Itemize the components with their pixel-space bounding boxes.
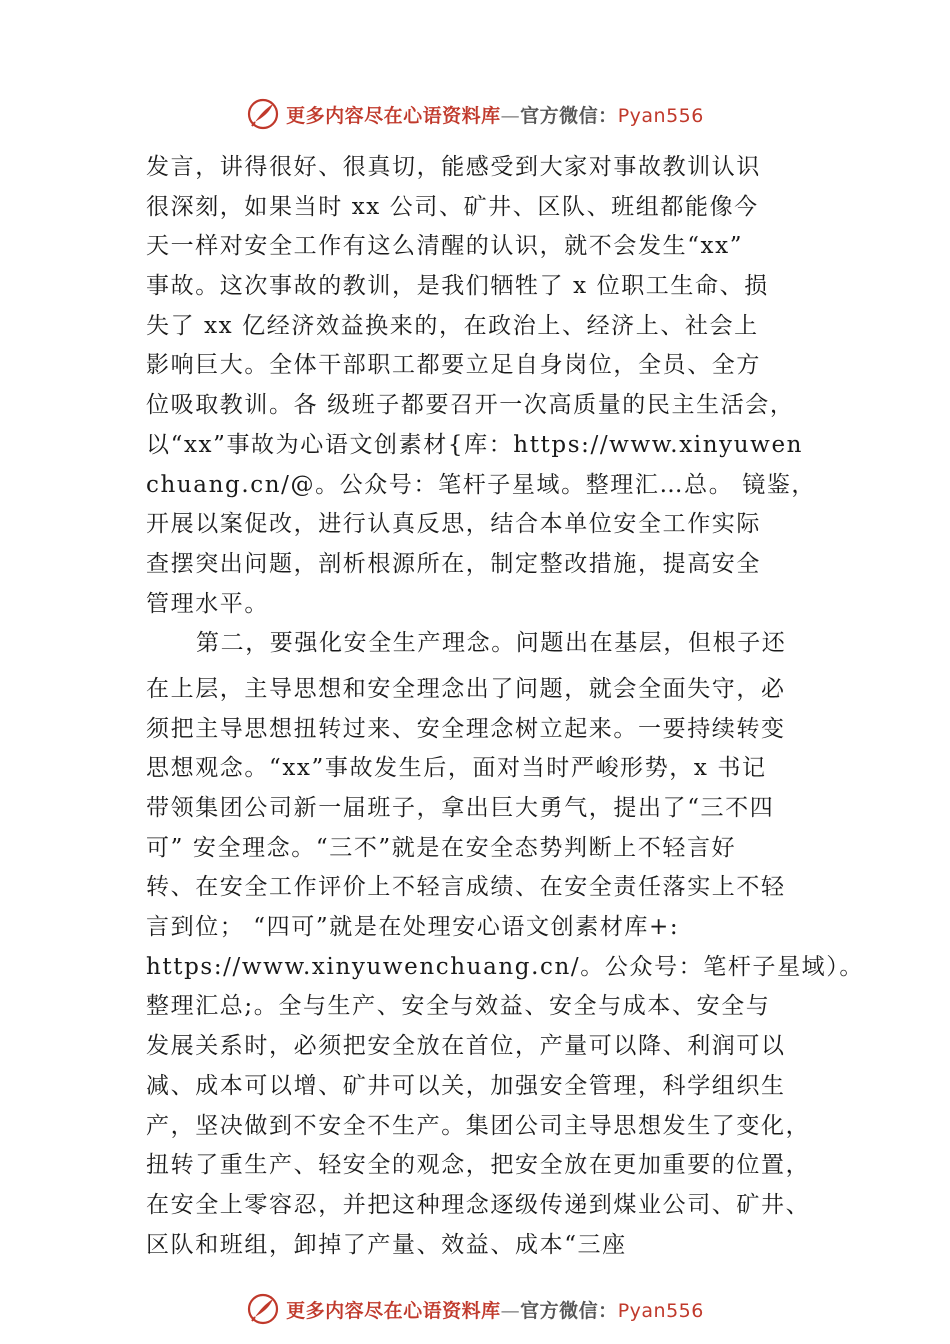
header-banner [0,94,950,134]
text-line: 管理水平。 [146,590,269,617]
text-line: 须把主导思想扭转过来、安全理念树立起来。一要持续转变 [146,715,786,742]
banner-separator: — [500,104,521,127]
text-line: 失了 xx 亿经济效益换来的，在政治上、经济上、社会上 [146,312,759,339]
banner-main-text: 更多内容尽在心语资料库 [286,1299,501,1322]
banner-separator: — [500,1299,521,1322]
banner-text [286,1296,704,1323]
text-line: 整理汇总;。全与生产、安全与效益、安全与成本、安全与 [146,993,771,1020]
text-line: 在上层，主导思想和安全理念出了问题，就会全面失守，必 [146,675,786,702]
text-line: 在安全上零容忍，并把这种理念逐级传递到煤业公司、矿井、 [146,1191,811,1218]
text-line: 很深刻，如果当时 xx 公司、矿井、区队、班组都能像今 [146,193,759,220]
text-line: 转、在安全工作评价上不轻言成绩、在安全责任落实上不轻 [146,874,786,901]
text-line: 发言，讲得很好、很真切，能感受到大家对事故教训认识 [146,154,761,180]
document-body [146,148,864,1265]
text-line: 发展关系时，必须把安全放在首位，产量可以降、利润可以 [146,1033,786,1060]
quill-logo-icon [246,1292,280,1326]
text-line: 产，坚决做到不安全不生产。集团公司主导思想发生了变化， [146,1112,811,1139]
paragraph-2 [146,624,864,1265]
text-line: 影响巨大。全体干部职工都要立足自身岗位，全员、全方 [146,352,761,379]
banner-wechat-id: Pyan556 [617,104,704,127]
banner-wechat-id: Pyan556 [617,1299,704,1322]
banner-wechat-label: 官方微信： [520,1299,618,1322]
text-line: 带领集团公司新一届班子，拿出巨大勇气，提出了“三不四 [146,795,775,821]
text-line: 位吸取教训。各 级班子都要召开一次高质量的民主生活会， [146,392,795,419]
text-line: 天一样对安全工作有这么清醒的认识，就不会发生“xx” [146,233,744,260]
paragraph-2-first-line: 第二，要强化安全生产理念。问题出在基层，但根子还 [196,630,787,657]
text-line: https://www.xinyuwenchuang.cn/。公众号：笔杆子星域）。 [146,953,864,980]
text-line: chuang.cn/@。公众号：笔杆子星域。整理汇…总。 镜鉴， [146,471,817,498]
banner-text [286,101,704,128]
text-line: 事故。这次事故的教训，是我们牺牲了 x 位职工生命、损 [146,273,769,300]
footer-banner [0,1289,950,1329]
text-line: 以“xx”事故为心语文创素材{库：https://www.xinyuwen [146,431,804,458]
text-line: 可” 安全理念。“三不”就是在安全态势判断上不轻言好 [146,834,737,861]
text-line: 开展以案促改，进行认真反思，结合本单位安全工作实际 [146,511,761,538]
paragraph-1 [146,148,826,624]
banner-wechat-label: 官方微信： [520,104,618,127]
text-line: 区队和班组，卸掉了产量、效益、成本“三座 [146,1231,627,1258]
text-line: 言到位； “四可”就是在处理安心语文创素材库+: [146,914,680,941]
banner-main-text: 更多内容尽在心语资料库 [286,104,501,127]
text-line: 思想观念。“xx”事故发生后，面对当时严峻形势，x 书记 [146,755,767,782]
text-line: 查摆突出问题，剖析根源所在，制定整改措施，提高安全 [146,550,761,577]
text-line: 扭转了重生产、轻安全的观念，把安全放在更加重要的位置， [146,1152,811,1179]
quill-logo-icon [246,97,280,131]
text-line: 减、成本可以增、矿井可以关，加强安全管理，科学组织生 [146,1072,786,1099]
